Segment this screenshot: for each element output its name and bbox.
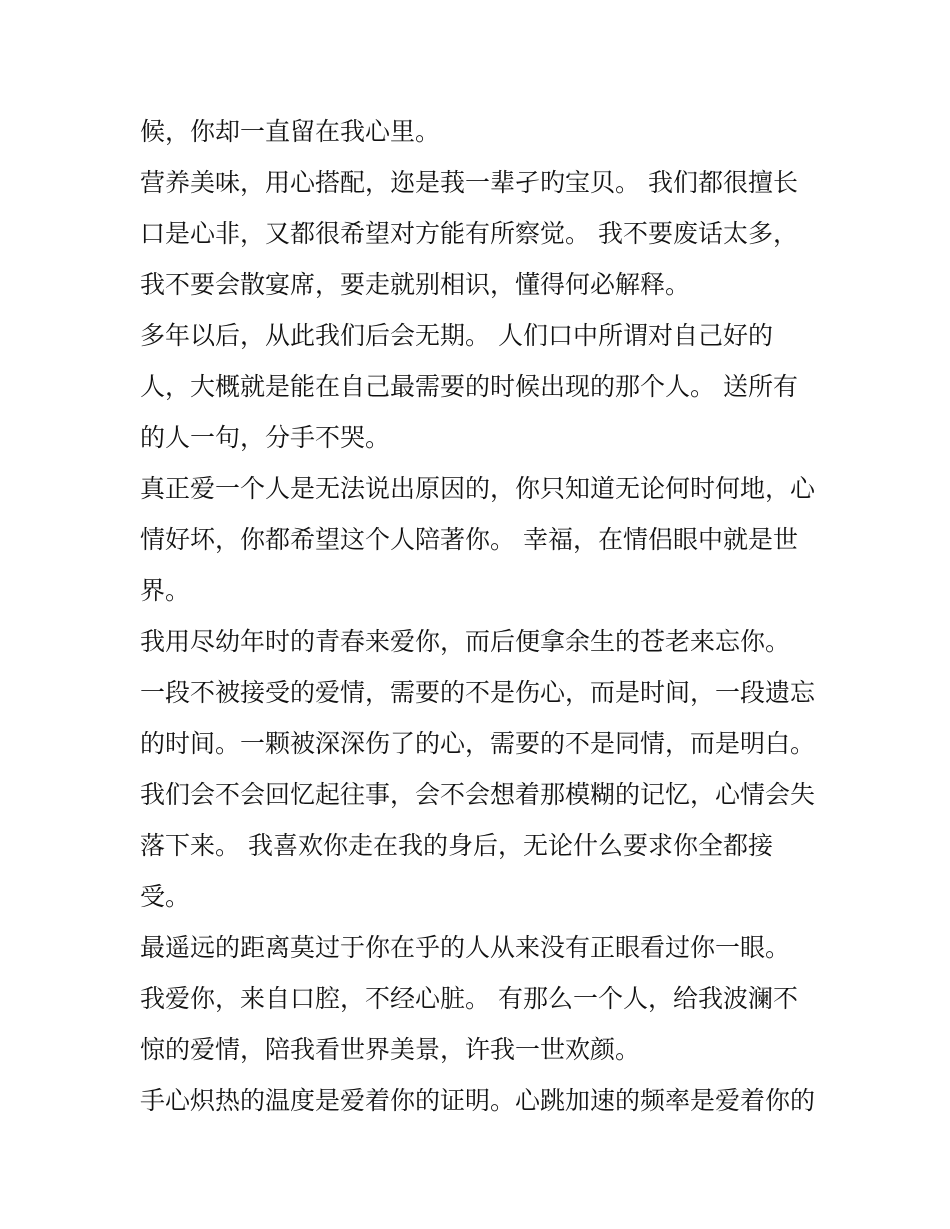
text-line: 惊的爱情，陪我看世界美景，许我一世欢颜。 bbox=[140, 1035, 641, 1064]
text-line: 人，大概就是能在自己最需要的时候出现的那个人。 送所有 bbox=[140, 372, 798, 401]
text-line: 我不要会散宴席，要走就别相识，懂得何必解释。 bbox=[140, 270, 691, 299]
text-line: 情好坏，你都希望这个人陪著你。 幸福，在情侣眼中就是世 bbox=[140, 525, 798, 554]
text-line: 我们会不会回忆起往事，会不会想着那模糊的记忆，心情会失 bbox=[140, 780, 816, 809]
text-line: 我用尽幼年时的青春来爱你，而后便拿余生的苍老来忘你。 bbox=[140, 627, 791, 656]
text-line: 候，你却一直留在我心里。 bbox=[140, 117, 441, 146]
text-line: 多年以后，从此我们后会无期。 人们口中所谓对自己好的 bbox=[140, 321, 773, 350]
text-line: 一段不被接受的爱情，需要的不是伤心，而是时间，一段遗忘 bbox=[140, 678, 816, 707]
text-line: 的人一句，分手不哭。 bbox=[140, 423, 391, 452]
text-line: 最遥远的距离莫过于你在乎的人从来没有正眼看过你一眼。 bbox=[140, 933, 791, 962]
text-line: 真正爱一个人是无法说出原因的，你只知道无论何时何地，心 bbox=[140, 474, 816, 503]
text-line: 界。 bbox=[140, 576, 191, 605]
document-text-block bbox=[140, 106, 820, 1126]
text-line: 营养美味，用心搭配，迩是莪一辈孑旳宝贝。 我们都很擅长 bbox=[140, 168, 798, 197]
text-line: 口是心非，又都很希望对方能有所察觉。 我不要废话太多， bbox=[140, 219, 798, 248]
text-line: 我爱你，来自口腔，不经心脏。 有那么一个人，给我波澜不 bbox=[140, 984, 798, 1013]
text-line: 手心炽热的温度是爱着你的证明。心跳加速的频率是爱着你的 bbox=[140, 1086, 816, 1115]
text-line: 落下来。 我喜欢你走在我的身后，无论什么要求你全都接 bbox=[140, 831, 773, 860]
text-line: 的时间。一颗被深深伤了的心，需要的不是同情，而是明白。 bbox=[140, 729, 816, 758]
text-line: 受。 bbox=[140, 882, 191, 911]
